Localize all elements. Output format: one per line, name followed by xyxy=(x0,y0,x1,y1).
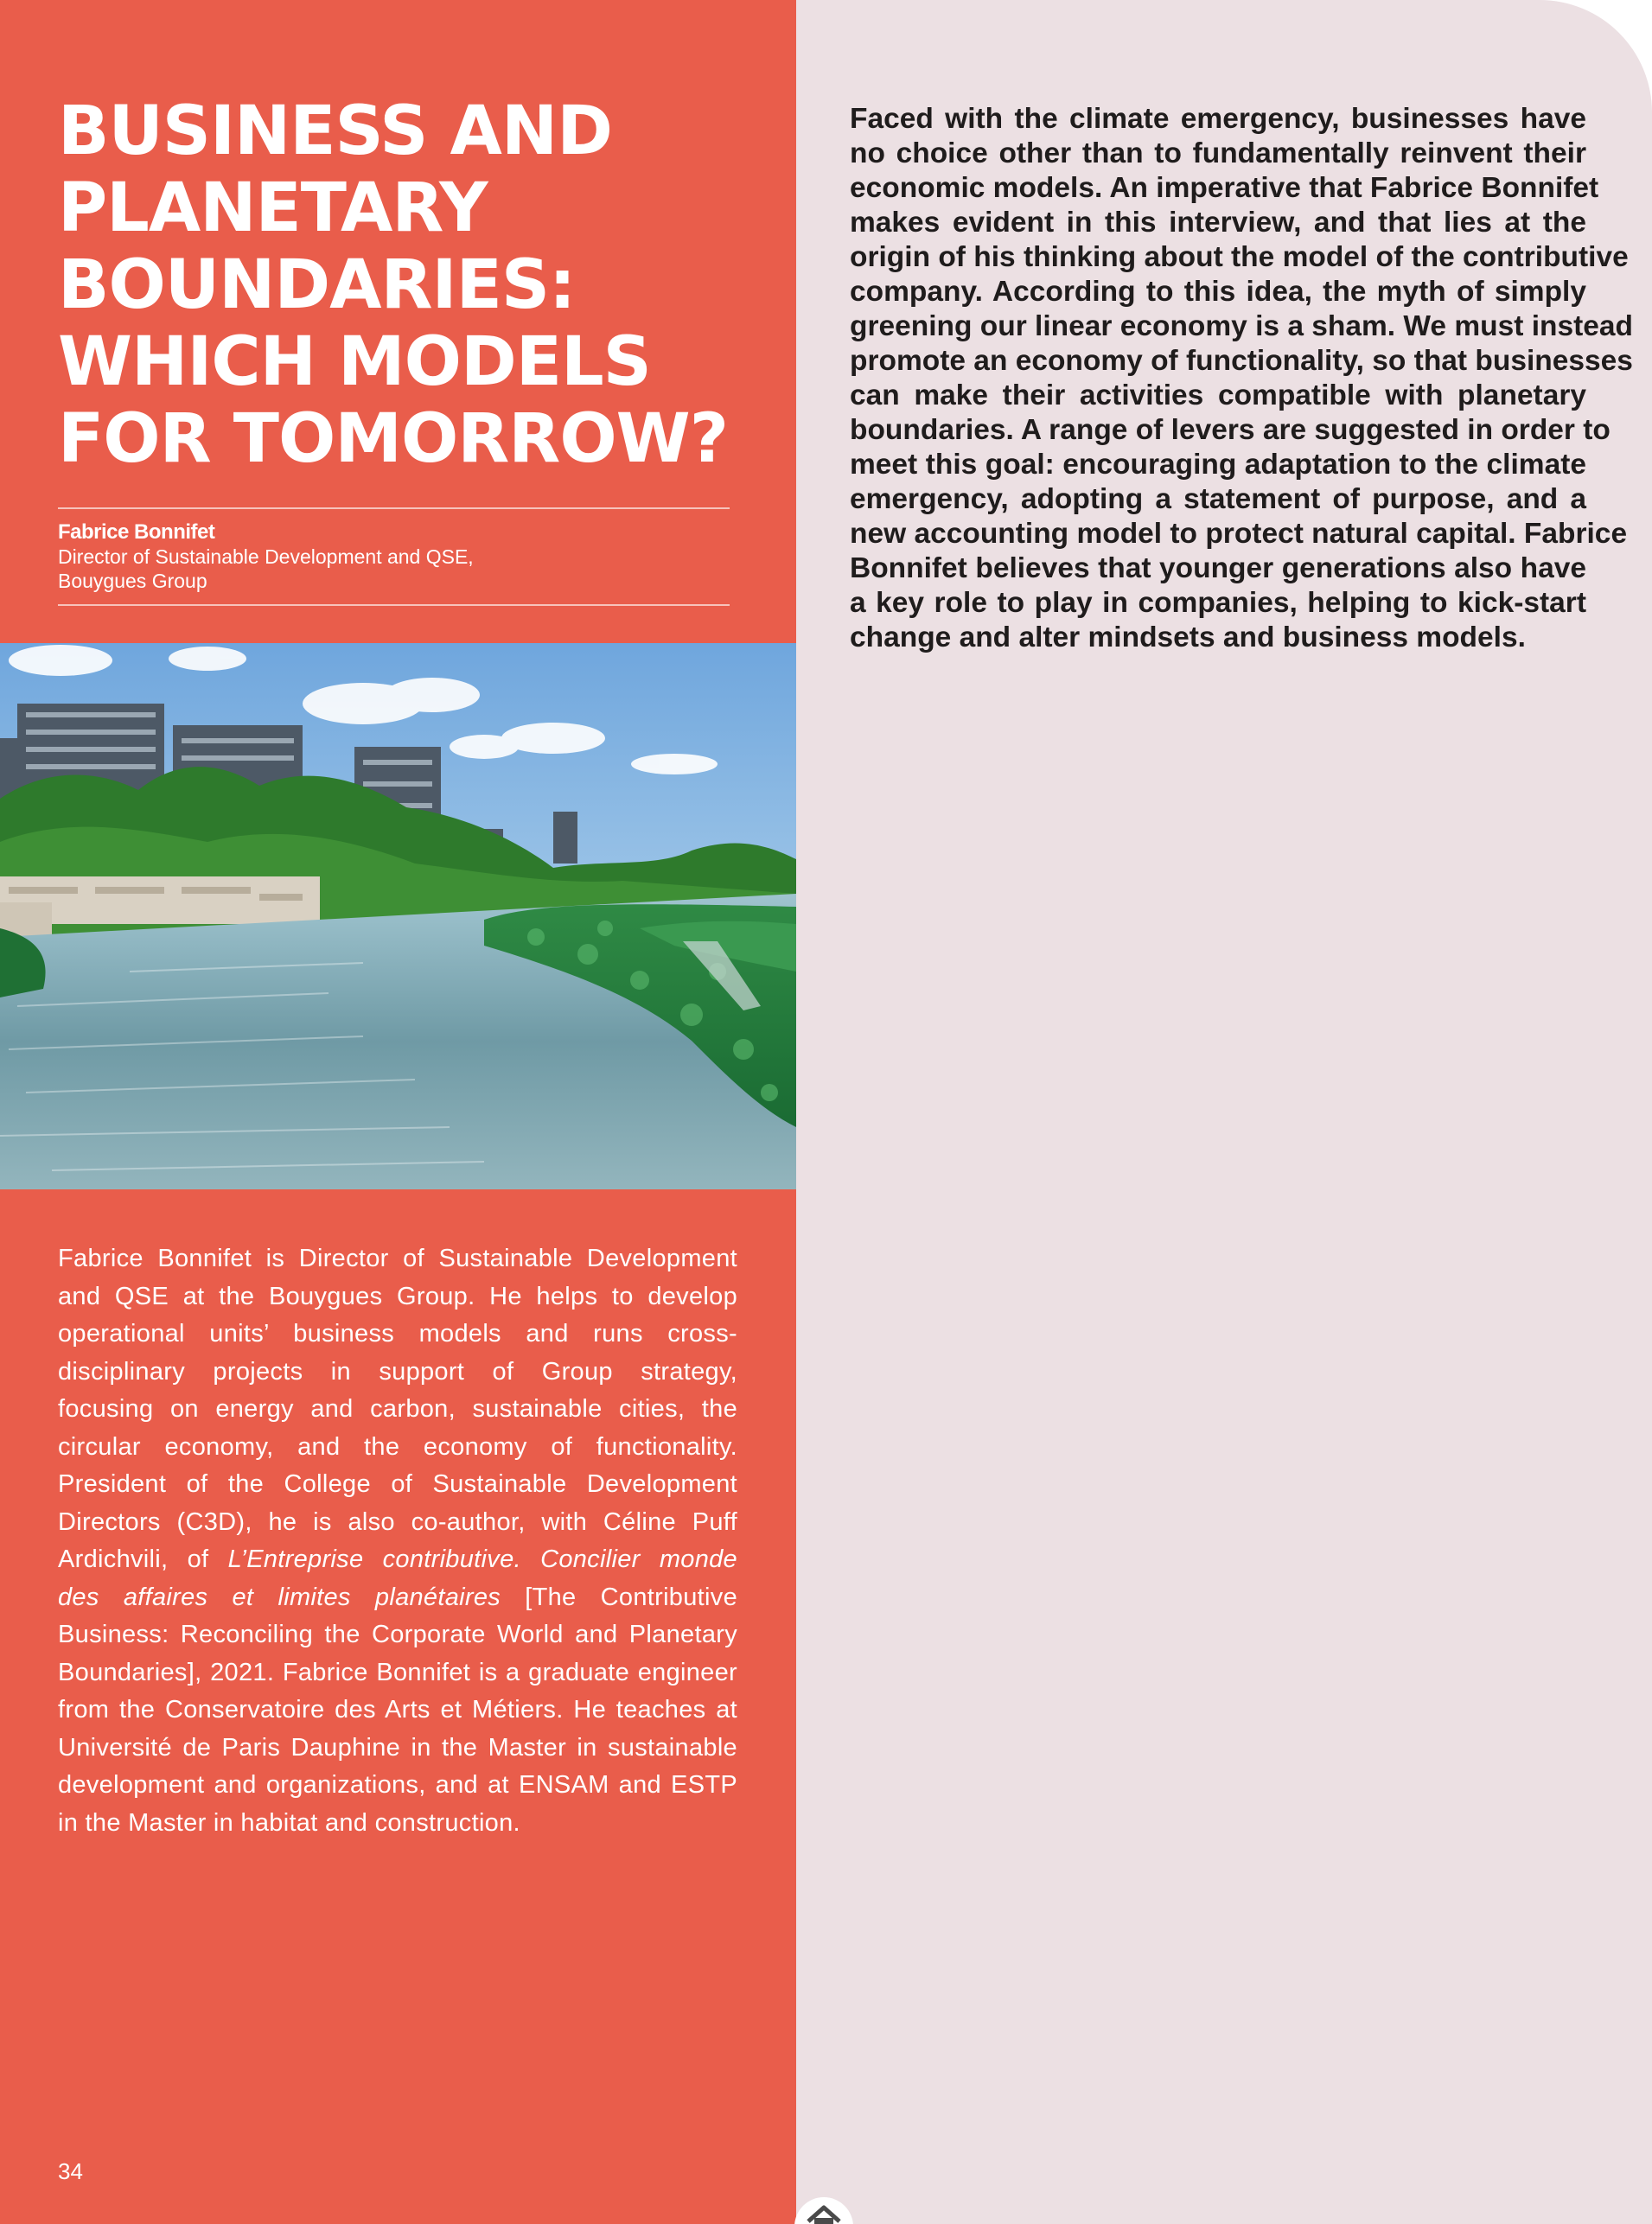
article-title-line: BOUNDARIES: xyxy=(58,246,576,324)
bio-line: from the Conservatoire des Arts et Métiers. He teaches at xyxy=(58,1696,737,1724)
author-divider-bottom xyxy=(58,604,730,606)
bio-line: Directors (C3D), he is also co-author, with Céline Puff xyxy=(58,1507,737,1536)
intro-line: greening our linear economy is a sham. We must instead xyxy=(850,310,1633,342)
intro-line: economic models. An imperative that Fabrice Bonnifet xyxy=(850,172,1599,204)
intro-line: change and alter mindsets and business models. xyxy=(850,621,1526,653)
intro-line: Faced with the climate emergency, businesses have xyxy=(850,103,1586,135)
intro-line: a key role to play in companies, helping to kick-start xyxy=(850,587,1586,619)
intro-line: Bonnifet believes that younger generations also have xyxy=(850,552,1586,584)
bio-line: President of the College of Sustainable Development xyxy=(58,1470,737,1498)
intro-line: promote an economy of functionality, so that businesses xyxy=(850,345,1633,377)
bio-line: Fabrice Bonnifet is Director of Sustainable Development xyxy=(58,1245,737,1272)
bio-text: [The Contributive xyxy=(501,1583,737,1611)
author-role-line: Director of Sustainable Development and QSE, xyxy=(58,545,474,568)
bio-line: focusing on energy and carbon, sustainable cities, the xyxy=(58,1395,737,1423)
bio-line: operational units’ business models and runs cross- xyxy=(58,1320,737,1348)
bio-line: disciplinary projects in support of Group strategy, xyxy=(58,1357,737,1386)
article-title-line: FOR TOMORROW? xyxy=(58,400,728,478)
intro-line: emergency, adopting a statement of purpose, and a xyxy=(850,483,1586,515)
article-title-line: WHICH MODELS xyxy=(58,323,651,401)
bio-line xyxy=(58,1579,737,1617)
home-icon[interactable] xyxy=(789,2192,858,2224)
author-role-line: Bouygues Group xyxy=(58,570,207,592)
bio-line xyxy=(58,1541,737,1579)
author-biography xyxy=(58,1240,737,1842)
intro-line: origin of his thinking about the model of the contributive xyxy=(850,241,1629,273)
bio-line: development and organizations, and at ENSAM and ESTP xyxy=(58,1771,737,1799)
bio-line: Business: Reconciling the Corporate World and Planetary xyxy=(58,1621,737,1648)
intro-line: meet this goal: encouraging adaptation to the climate xyxy=(850,449,1586,481)
author-divider-top xyxy=(58,507,730,509)
bio-line: Boundaries], 2021. Fabrice Bonnifet is a graduate engineer xyxy=(58,1658,737,1686)
bio-text: Ardichvili, of xyxy=(58,1545,228,1573)
article-photo xyxy=(0,643,796,1189)
intro-line: no choice other than to fundamentally reinvent their xyxy=(850,137,1586,169)
intro-line: new accounting model to protect natural capital. Fabrice xyxy=(850,518,1628,550)
intro-line: boundaries. A range of levers are suggested in order to xyxy=(850,414,1611,446)
intro-line: makes evident in this interview, and that lies at the xyxy=(850,207,1586,239)
page-number: 34 xyxy=(58,2158,83,2184)
bio-line: Université de Paris Dauphine in the Master in sustainable xyxy=(58,1733,737,1762)
article-title xyxy=(58,93,767,478)
article-title-line: PLANETARY xyxy=(58,169,488,247)
author-role xyxy=(58,545,577,593)
left-panel xyxy=(0,0,796,2224)
article-title-line: BUSINESS AND xyxy=(58,92,612,170)
bio-line: in the Master in habitat and construction. xyxy=(58,1808,520,1837)
bio-line: circular economy, and the economy of functionality. xyxy=(58,1432,737,1461)
intro-line: company. According to this idea, the myth of simply xyxy=(850,276,1586,308)
book-title: des affaires et limites planétaires xyxy=(58,1583,501,1611)
book-title: L’Entreprise contributive. Concilier monde xyxy=(227,1545,737,1573)
intro-line: can make their activities compatible with planetary xyxy=(850,379,1586,411)
bio-line: and QSE at the Bouygues Group. He helps to develop xyxy=(58,1282,737,1310)
author-name: Fabrice Bonnifet xyxy=(58,520,215,544)
article-introduction xyxy=(850,102,1633,655)
